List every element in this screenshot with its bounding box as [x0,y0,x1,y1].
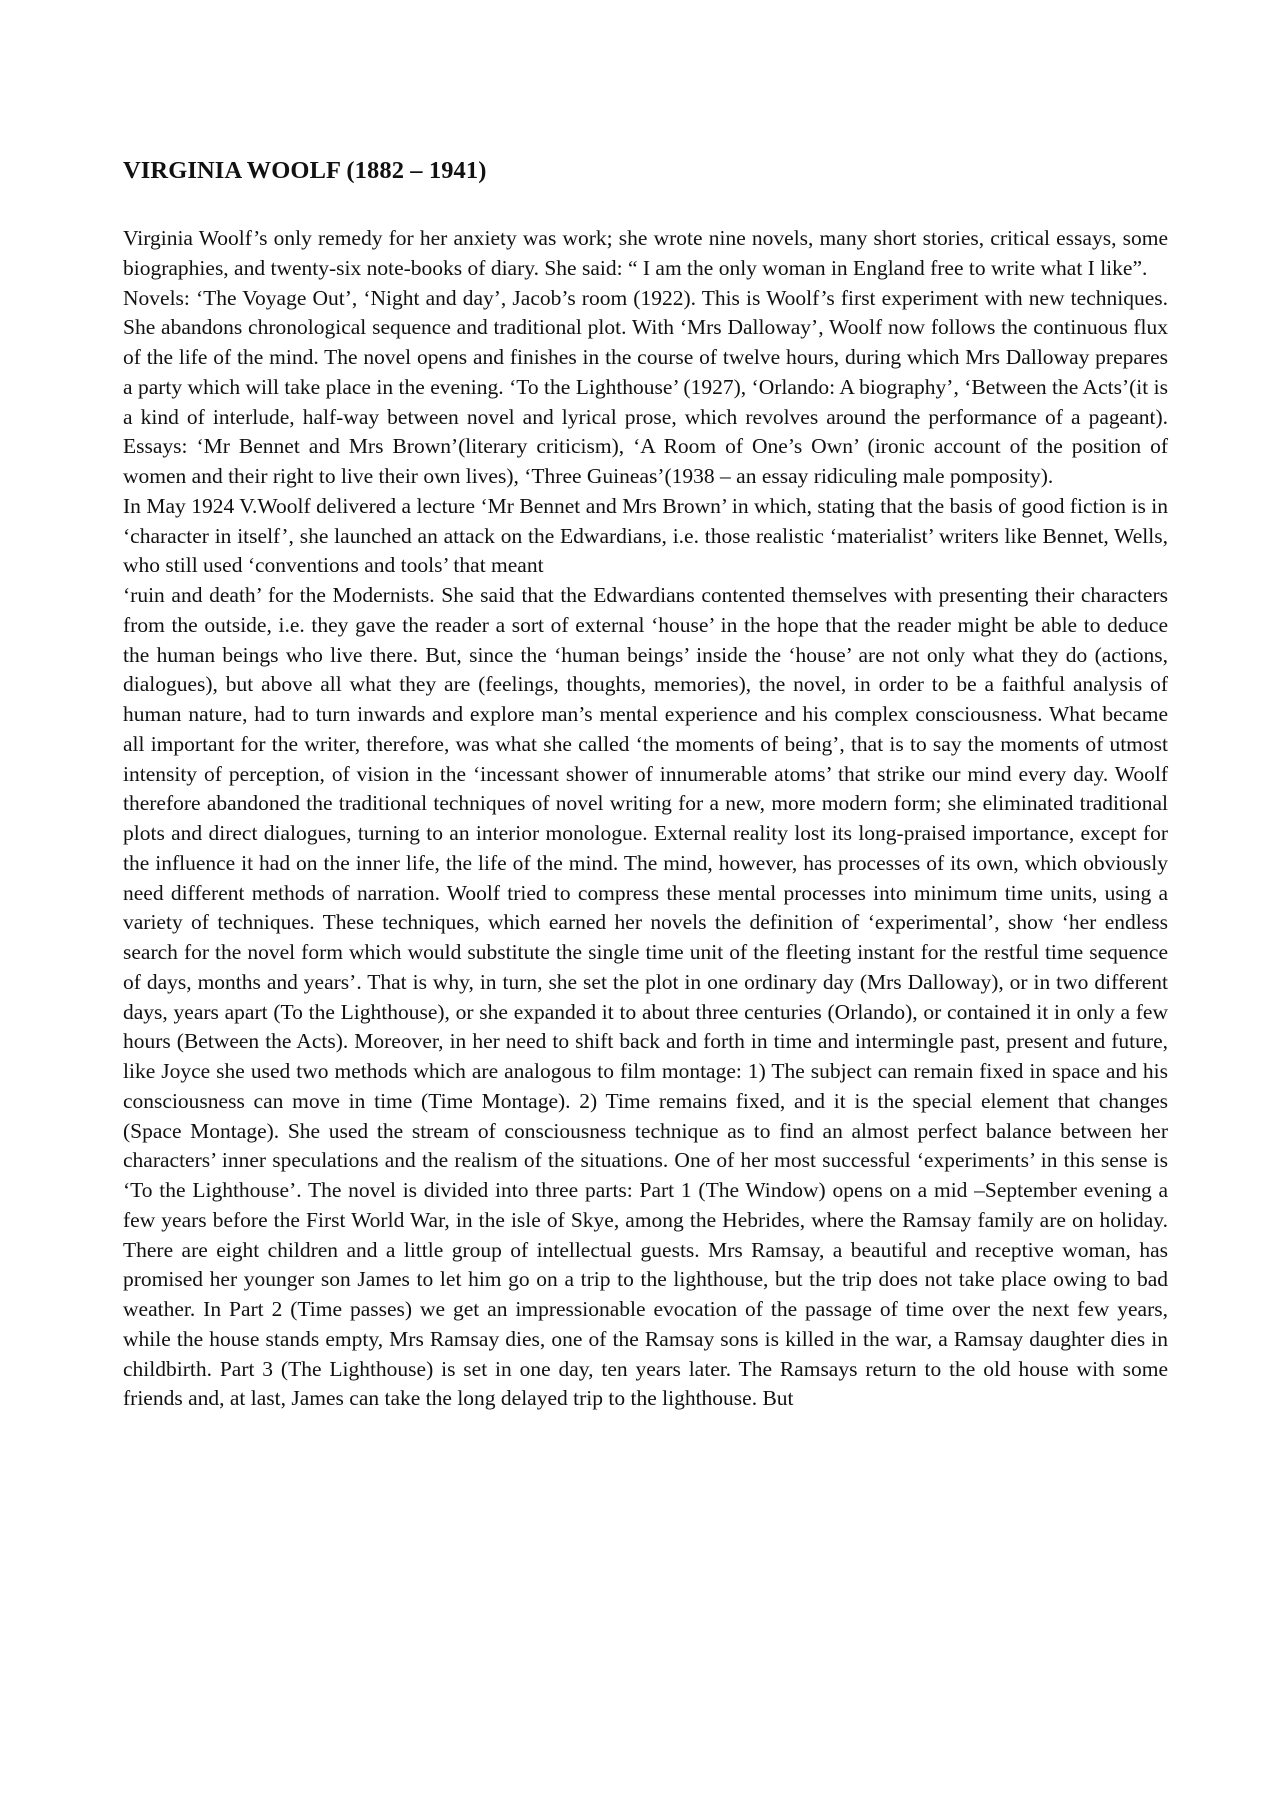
paragraph-lecture: In May 1924 V.Woolf delivered a lecture ‘Mr Bennet and Mrs Brown’ in which, stating that the basis of good fiction is in ‘character in itself’, she launched an attack on the Edwardians, i.e. those realistic ‘materialist’ writers like Bennet, Wells, who still used ‘conventions and tools’ that meant [123,493,1168,578]
paragraph-works: Novels: ‘The Voyage Out’, ‘Night and day’, Jacob’s room (1922). This is Woolf’s first experiment with new techniques. She abandons chronological sequence and traditional plot. With ‘Mrs Dalloway’, Woolf now follows the continuous flux of the life of the mind. The novel opens and finishes in the course of twelve hours, during which Mrs Dalloway prepares a party which will take place in the evening. ‘To the Lighthouse’ (1927), ‘Orlando: A biography’, ‘Between the Acts’(it is a kind of interlude, half-way between novel and lyrical prose, which revolves around the performance of a pageant). Essays: ‘Mr Bennet and Mrs Brown’(literary criticism), ‘A Room of One’s Own’ (ironic account of the position of women and their right to live their own lives), ‘Three Guineas’(1938 – an essay ridiculing male pomposity). [123,285,1168,488]
document-title: VIRGINIA WOOLF (1882 – 1941) [123,157,487,184]
document-page [123,0,1168,1811]
paragraph-intro: Virginia Woolf’s only remedy for her anxiety was work; she wrote nine novels, many short stories, critical essays, some biographies, and twenty-six note-books of diary. She said: “ I am the only woman in England free to write what I like”. [123,226,1168,280]
paragraph-technique: ‘ruin and death’ for the Modernists. She said that the Edwardians contented themselves with presenting their characters from the outside, i.e. they gave the reader a sort of external ‘house’ in the hope that the reader might be able to deduce the human beings who live there. But, since the ‘human beings’ inside the ‘house’ are not only what they do (actions, dialogues), but above all what they are (feelings, thoughts, memories), the novel, in order to be a faithful analysis of human nature, had to turn inwards and explore man’s mental experience and his complex consciousness. What became all important for the writer, therefore, was what she called ‘the moments of being’, that is to say the moments of utmost intensity of perception, of vision in the ‘incessant shower of innumerable atoms’ that strike our mind every day. Woolf therefore abandoned the traditional techniques of novel writing for a new, more modern form; she eliminated traditional plots and direct dialogues, turning to an interior monologue. External reality lost its long-praised importance, except for the influence it had on the inner life, the life of the mind. The mind, however, has processes of its own, which obviously need different methods of narration. Woolf tried to compress these mental processes into minimum time units, using a variety of techniques. These techniques, which earned her novels the definition of ‘experimental’, show ‘her endless search for the novel form which would substitute the single time unit of the fleeting instant for the restful time sequence of days, months and years’. That is why, in turn, she set the plot in one ordinary day (Mrs Dalloway), or in two different days, years apart (To the Lighthouse), or she expanded it to about three centuries (Orlando), or contained it in only a few hours (Between the Acts). Moreover, in her need to shift back and forth in time and intermingle past, present and future, like Joyce she used two methods which are analogous to film montage: 1) The subject can remain fixed in space and his consciousness can move in time (Time Montage). 2) Time remains fixed, and it is the special element that changes (Space Montage). She used the stream of consciousness technique as to find an almost perfect balance between her characters’ inner speculations and the realism of the situations. One of her most successful ‘experiments’ in this sense is ‘To the Lighthouse’. The novel is divided into three parts: Part 1 (The Window) opens on a mid –September evening a few years before the First World War, in the isle of Skye, among the Hebrides, where the Ramsay family are on holiday. There are eight children and a little group of intellectual guests. Mrs Ramsay, a beautiful and receptive woman, has promised her younger son James to let him go on a trip to the lighthouse, but the trip does not take place owing to bad weather. In Part 2 (Time passes) we get an impressionable evocation of the passage of time over the next few years, while the house stands empty, Mrs Ramsay dies, one of the Ramsay sons is killed in the war, a Ramsay daughter dies in childbirth. Part 3 (The Lighthouse) is set in one day, ten years later. The Ramsays return to the old house with some friends and, at last, James can take the long delayed trip to the lighthouse. But [123,583,1168,1411]
document-body [123,224,1168,1414]
